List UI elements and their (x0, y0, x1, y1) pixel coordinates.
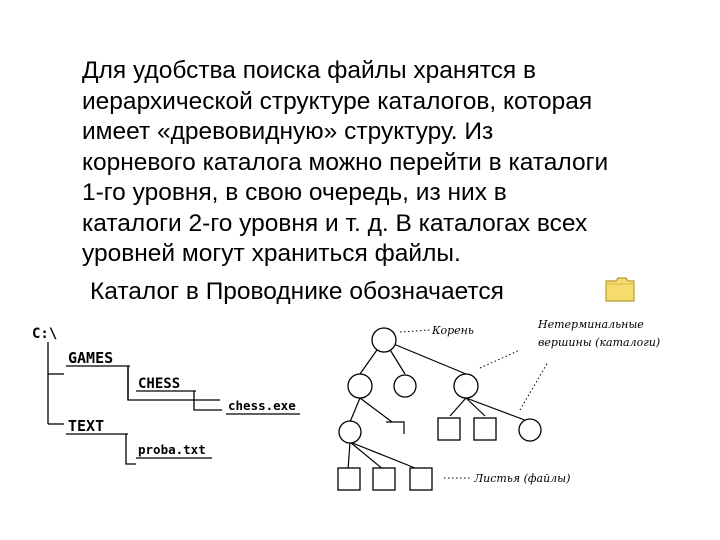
graph-label-internal-2: вершины (каталоги) (538, 336, 661, 349)
graph-leaf (438, 418, 460, 440)
folder-icon (604, 275, 636, 303)
graph-label-leaves: Листья (файлы) (474, 472, 571, 485)
tree-file-proba-txt: proba.txt (138, 442, 206, 457)
main-paragraph (82, 56, 702, 270)
paragraph-line: Для удобства поиска файлы хранятся в (82, 57, 537, 84)
graph-leaf (373, 468, 395, 490)
directory-tree (0, 318, 320, 478)
paragraph-line: каталоги 2-го уровня и т. д. В каталогах всех (82, 209, 588, 237)
paragraph-line: иерархической структуре каталогов, которая (82, 87, 593, 115)
graph-label-internal-1: Нетерминальные (538, 318, 644, 331)
tree-root-label: C:\ (32, 326, 58, 342)
graph-leaf (474, 418, 496, 440)
tree-dir-text: TEXT (68, 417, 105, 435)
graph-node (339, 421, 361, 443)
paragraph-line: имеет «древовидную» структуру. Из (82, 118, 494, 145)
graph-node (394, 375, 416, 397)
tree-dir-chess: CHESS (138, 376, 181, 392)
tree-dir-games: GAMES (68, 349, 114, 367)
graph-node (454, 374, 478, 398)
graph-label-root: Корень (432, 324, 474, 337)
tree-graph (320, 310, 720, 500)
graph-node (519, 419, 541, 441)
graph-node (348, 374, 372, 398)
folder-caption: Каталог в Проводнике обозначается (90, 278, 504, 305)
paragraph-line: 1-го уровня, в свою очередь, из них в (82, 179, 507, 206)
graph-leaf (410, 468, 432, 490)
graph-leaf (338, 468, 360, 490)
graph-root-node (372, 328, 396, 352)
tree-file-chess-exe: chess.exe (228, 398, 296, 413)
paragraph-line: уровней могут храниться файлы. (82, 240, 461, 267)
paragraph-line: корневого каталога можно перейти в каталоги (82, 148, 609, 176)
